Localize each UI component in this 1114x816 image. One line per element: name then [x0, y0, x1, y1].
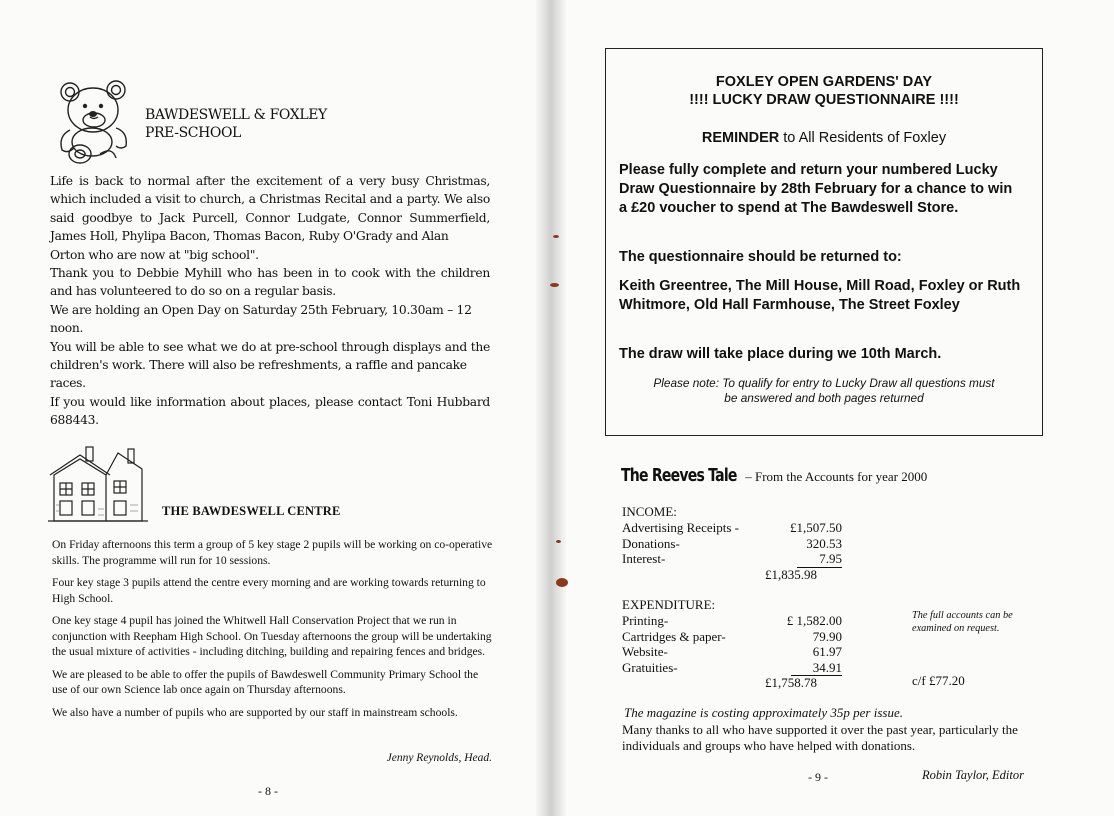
account-row: [622, 551, 842, 567]
qualify-note: Please note: To qualify for entry to Lucky Draw all questions must be answered and both pages returned: [653, 376, 995, 405]
account-amount: 61.97: [812, 644, 842, 660]
teddy-bear-icon: [56, 76, 132, 166]
open-gardens-title: [606, 73, 1042, 109]
account-amount: 79.90: [812, 628, 842, 644]
preschool-text: We are holding an Open Day on Saturday 25th February, 10.30am – 12: [50, 302, 472, 317]
centre-para: We are pleased to be able to offer the pupils of Bawdeswell Community Primary School the use of our own Science lab once again on Thursday afternoons.: [52, 667, 479, 696]
open-gardens-title-line2: !!!! LUCKY DRAW QUESTIONNAIRE !!!!: [689, 92, 959, 108]
house-icon: [48, 445, 148, 525]
centre-body: [52, 537, 494, 727]
account-amount: £1,507.50: [790, 520, 842, 535]
account-row: [622, 536, 842, 552]
account-row: [622, 660, 842, 676]
account-amount: £ 1,582.00: [786, 613, 842, 628]
page-spine: [536, 0, 566, 816]
preschool-title-line1: BAWDESWELL & FOXLEY: [145, 107, 327, 123]
reminder-rest: to All Residents of Foxley: [779, 130, 947, 146]
account-amount: 34.91: [791, 660, 842, 677]
account-label: Advertising Receipts -: [622, 520, 739, 535]
centre-signature: Jenny Reynolds, Head.: [386, 752, 492, 764]
blemish-mark: [550, 283, 559, 287]
blemish-mark: [553, 235, 559, 238]
preschool-text: Life is back to normal after the excitement of a very busy Christmas, which included a visit to church, a Christmas Recital and a party. We also said goodbye to Jack Purcell, Connor Ludgate, Connor Summerfield, James Holl, Phylipa Bacon, Thomas Bacon, Ruby O'Grady and Alan: [50, 174, 490, 244]
centre-para: Four key stage 3 pupils attend the centre every morning and are working towards returning to High School.: [52, 576, 486, 605]
account-total: £1,758.78: [765, 675, 817, 691]
preschool-para: [50, 338, 490, 393]
account-label: Website-: [622, 644, 668, 660]
account-label: Gratuities-: [622, 659, 678, 675]
lucky-draw-para: Please fully complete and return your numbered Lucky Draw Questionnaire by 28th February for a chance to win a £20 voucher to spend at The Bawdeswell Store.: [619, 162, 1013, 216]
reminder-line: [606, 130, 1042, 146]
account-label: Donations-: [622, 535, 680, 551]
account-row: [622, 613, 842, 629]
account-row: [622, 520, 842, 536]
centre-heading: THE BAWDESWELL CENTRE: [162, 504, 341, 518]
expenditure-label: EXPENDITURE:: [622, 597, 716, 612]
preschool-text: You will be able to see what we do at pre-school through displays and the children's work. There will also be refreshments, a raffle and pancake: [50, 339, 490, 373]
reminder-bold: REMINDER: [701, 130, 780, 146]
preschool-body: [50, 172, 490, 430]
preschool-para: [50, 172, 490, 264]
return-to-para: The questionnaire should be returned to:: [619, 249, 902, 265]
account-row: [622, 629, 842, 645]
open-gardens-box: [605, 48, 1043, 436]
preschool-title-line2: PRE-SCHOOL: [145, 125, 241, 141]
blemish-mark: [556, 540, 561, 543]
preschool-title: [145, 106, 327, 142]
account-amount: 7.95: [797, 551, 842, 568]
reeves-subtitle: – From the Accounts for year 2000: [745, 469, 928, 484]
account-total: £1,835.98: [765, 566, 817, 582]
preschool-text: races.: [50, 376, 86, 391]
income-table: [622, 520, 842, 582]
centre-para: On Friday afternoons this term a group of 5 key stage 2 pupils will be working on co-operative skills. The programme will run for 10 sessions.: [52, 538, 493, 567]
address-para: Keith Greentree, The Mill House, Mill Road, Foxley or Ruth Whitmore, Old Hall Farmhouse, The Street Foxley: [619, 278, 1021, 313]
page-number-left: - 8 -: [258, 784, 278, 798]
account-label: Interest-: [622, 551, 666, 567]
account-label: Printing-: [622, 613, 669, 628]
reeves-title: The Reeves Tale: [621, 465, 737, 486]
accounts-note: The full accounts can be examined on request.: [912, 610, 1013, 634]
account-row: [622, 644, 842, 660]
reeves-heading: [621, 465, 927, 486]
carried-forward: c/f £77.20: [912, 673, 965, 688]
account-amount: 320.53: [806, 535, 842, 551]
blemish-mark: [556, 578, 568, 587]
account-label: Cartridges & paper-: [622, 628, 726, 644]
income-label: INCOME:: [622, 504, 677, 519]
thanks-text: Many thanks to all who have supported it over the past year, particularly the individuals and groups who have helped with donations.: [622, 722, 1018, 753]
preschool-text: noon.: [50, 321, 84, 336]
expenditure-table: [622, 613, 842, 691]
centre-para: We also have a number of pupils who are supported by our staff in mainstream schools.: [52, 705, 458, 719]
cost-note: The magazine is costing approximately 35p per issue.: [624, 705, 903, 720]
editor-signature: Robin Taylor, Editor: [922, 768, 1024, 782]
preschool-para: If you would like information about places, please contact Toni Hubbard 688443.: [50, 394, 490, 428]
draw-date-para: The draw will take place during we 10th March.: [619, 346, 942, 362]
preschool-text: Orton who are now at "big school".: [50, 247, 259, 262]
open-gardens-title-line1: FOXLEY OPEN GARDENS' DAY: [715, 74, 933, 90]
centre-para: One key stage 4 pupil has joined the Whitwell Hall Conservation Project that we run in conjunction with Reepham High School. On Tuesday afternoons the group will be undertaking the usual mixture of activities - including ditching, building and repairing fences and bridges.: [52, 614, 492, 658]
preschool-para: [50, 301, 490, 338]
page-number-right: - 9 -: [808, 770, 828, 784]
preschool-para: Thank you to Debbie Myhill who has been in to cook with the children and has volunteered to do so on a regular basis.: [50, 266, 490, 299]
